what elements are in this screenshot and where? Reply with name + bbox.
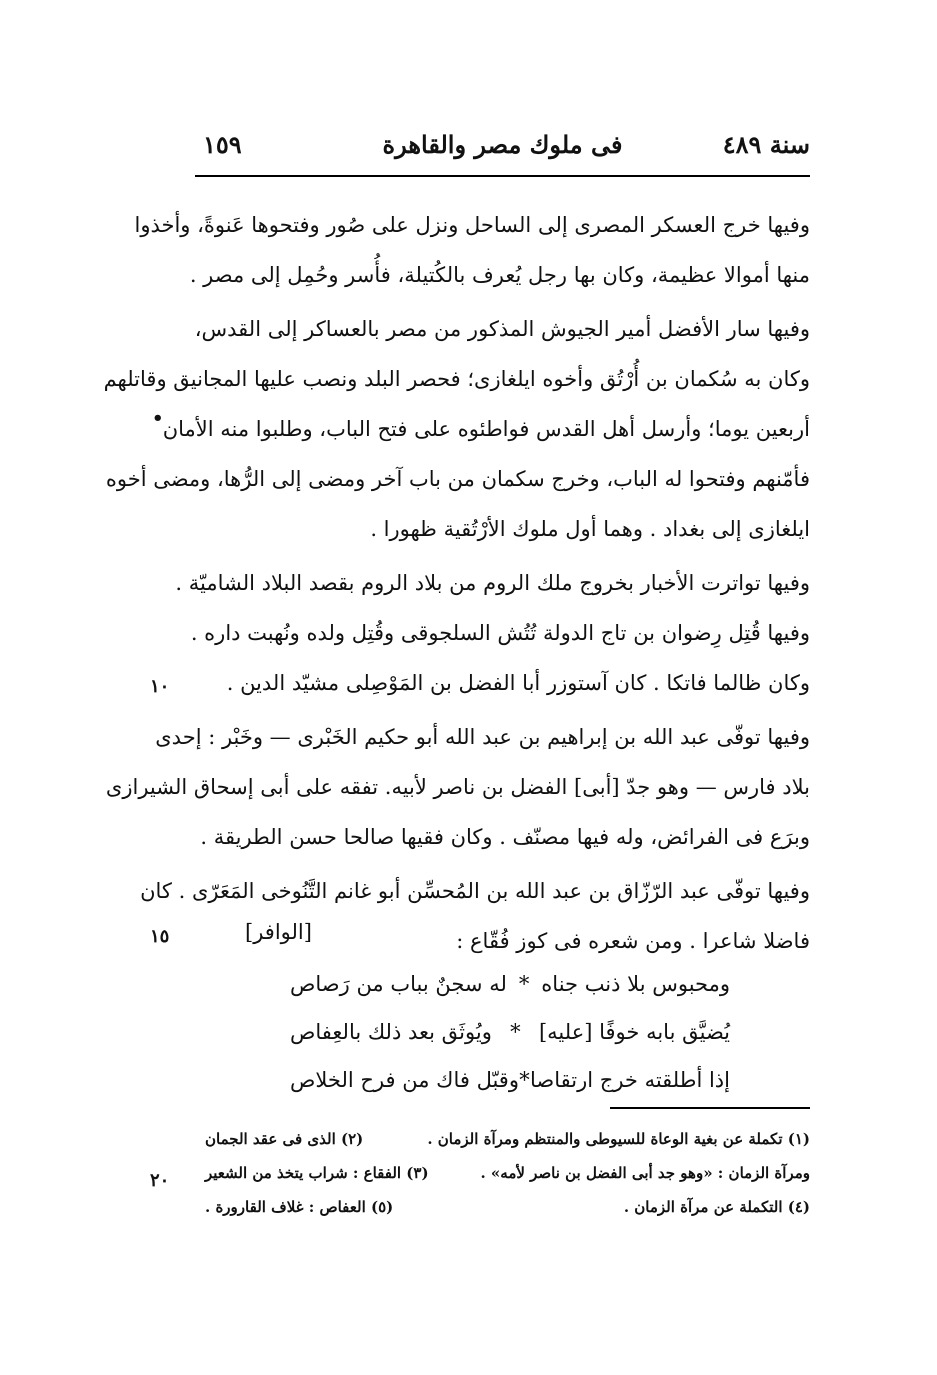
body-line: أربعين يوما؛ وأرسل أهل القدس فواطئوه على فتح الباب، وطلبوا منه الأمان bbox=[162, 417, 810, 441]
verse-separator: * bbox=[510, 1020, 521, 1044]
body-line: وفيها تواترت الأخبار بخروج ملك الروم من بلاد الروم بقصد البلاد الشاميّة . bbox=[175, 571, 810, 595]
body-line: وفيها توفّى عبد الله بن إبراهيم بن عبد الله أبو حكيم الخَبْرى — وخَبْر : إحدى bbox=[155, 725, 810, 749]
verse-first-hemistich: يُضيَّق بابه خوفًا [عليه] bbox=[538, 1020, 730, 1044]
footnote: (٥) العفاص : غلاف القارورة . bbox=[205, 1198, 394, 1216]
body-line: فأمّنهم وفتحوا له الباب، وخرج سكمان من باب آخر ومضى إلى الرُّها، ومضى أخوه bbox=[105, 467, 810, 491]
body-line: وبرَع فى الفرائض، وله فيها مصنّف . وكان فقيها صالحا حسن الطريقة . bbox=[200, 825, 810, 849]
body-line: وفيها خرج العسكر المصرى إلى الساحل ونزل على صُور وفتحوها عَنوةً، وأخذوا bbox=[134, 213, 810, 237]
footnote: (١) تكملة عن بغية الوعاة للسيوطى والمنتظم ومرآة الزمان . bbox=[427, 1130, 810, 1148]
verse-separator: * bbox=[518, 972, 530, 996]
poem-verse bbox=[290, 1056, 730, 1104]
body-line: وكان ظالما فاتكا . كان آستوزر أبا الفضل بن المَوْصِلى مشيّد الدين . bbox=[226, 671, 810, 695]
margin-line-number: ٢٠ bbox=[150, 1170, 170, 1191]
page-number: ١٥٩ bbox=[203, 130, 242, 159]
verse-second-hemistich: ويُوثَق بعد ذلك بالعِفاص bbox=[290, 1020, 492, 1044]
body-line: منها أموالا عظيمة، وكان بها رجل يُعرف بالكُتيلة، فأُسر وحُمِل إلى مصر . bbox=[189, 263, 810, 287]
body-line: وفيها قُتِل رِضوان بن تاج الدولة تُتُش السلجوقى وقُتِل ولده ونُهبت داره . bbox=[190, 621, 810, 645]
footnote-line bbox=[205, 1122, 810, 1156]
margin-bullet: • bbox=[152, 408, 164, 429]
footnote: (٤) التكملة عن مرآة الزمان . bbox=[623, 1198, 810, 1216]
footnote: (٣) الفقاع : شراب يتخذ من الشعير bbox=[205, 1164, 429, 1182]
margin-line-number: ١٠ bbox=[150, 676, 170, 697]
book-title: فى ملوك مصر والقاهرة bbox=[382, 130, 623, 159]
body-line: فاضلا شاعرا . ومن شعره فى كوز فُقّاع : bbox=[456, 929, 810, 953]
footnote-line bbox=[205, 1156, 810, 1190]
verse-second-hemistich: وقبّل فاك من فرح الخلاص bbox=[290, 1068, 519, 1092]
poetic-meter-label: [الوافر] bbox=[245, 920, 312, 944]
footnote: ومرآة الزمان : «وهو جد أبى الفضل بن ناصر لأمه» . bbox=[480, 1164, 810, 1182]
header-rule bbox=[195, 175, 810, 177]
footnotes bbox=[205, 1122, 810, 1224]
verse-second-hemistich: له سجنٌ بباب من رَصاص bbox=[290, 972, 507, 996]
body-line: ايلغازى إلى بغداد . وهما أول ملوك الأرْتُقية ظهورا . bbox=[370, 517, 810, 541]
body-line: وكان به سُكمان بن أُرْتُق وأخوه ايلغازى؛ فحصر البلد ونصب عليها المجانيق وقاتلهم bbox=[103, 367, 810, 391]
verse-separator: * bbox=[519, 1068, 530, 1092]
body-line: بلاد فارس — وهو جدّ [أبى] الفضل بن ناصر لأبيه. تفقه على أبى إسحاق الشيرازى bbox=[105, 775, 810, 799]
verse-first-hemistich: ومحبوس بلا ذنب جناه bbox=[541, 972, 730, 996]
poem bbox=[290, 960, 730, 1104]
body-line: وفيها سار الأفضل أمير الجيوش المذكور من مصر بالعساكر إلى القدس، bbox=[194, 317, 810, 341]
poem-verse bbox=[290, 960, 730, 1008]
page-header bbox=[195, 120, 810, 172]
margin-line-number: ١٥ bbox=[150, 926, 170, 947]
body-line: وفيها توفّى عبد الرّزّاق بن عبد الله بن المُحسِّن أبو غانم التَّنُوخى المَعَرّى . كان bbox=[140, 879, 810, 903]
footnote-rule bbox=[610, 1107, 810, 1109]
footnote: (٢) الذى فى عقد الجمان bbox=[205, 1130, 364, 1148]
verse-first-hemistich: إذا أطلقته خرج ارتقاصا bbox=[530, 1068, 730, 1092]
poem-verse bbox=[290, 1008, 730, 1056]
footnote-line bbox=[205, 1190, 810, 1224]
year-label: سنة ٤٨٩ bbox=[722, 130, 810, 159]
